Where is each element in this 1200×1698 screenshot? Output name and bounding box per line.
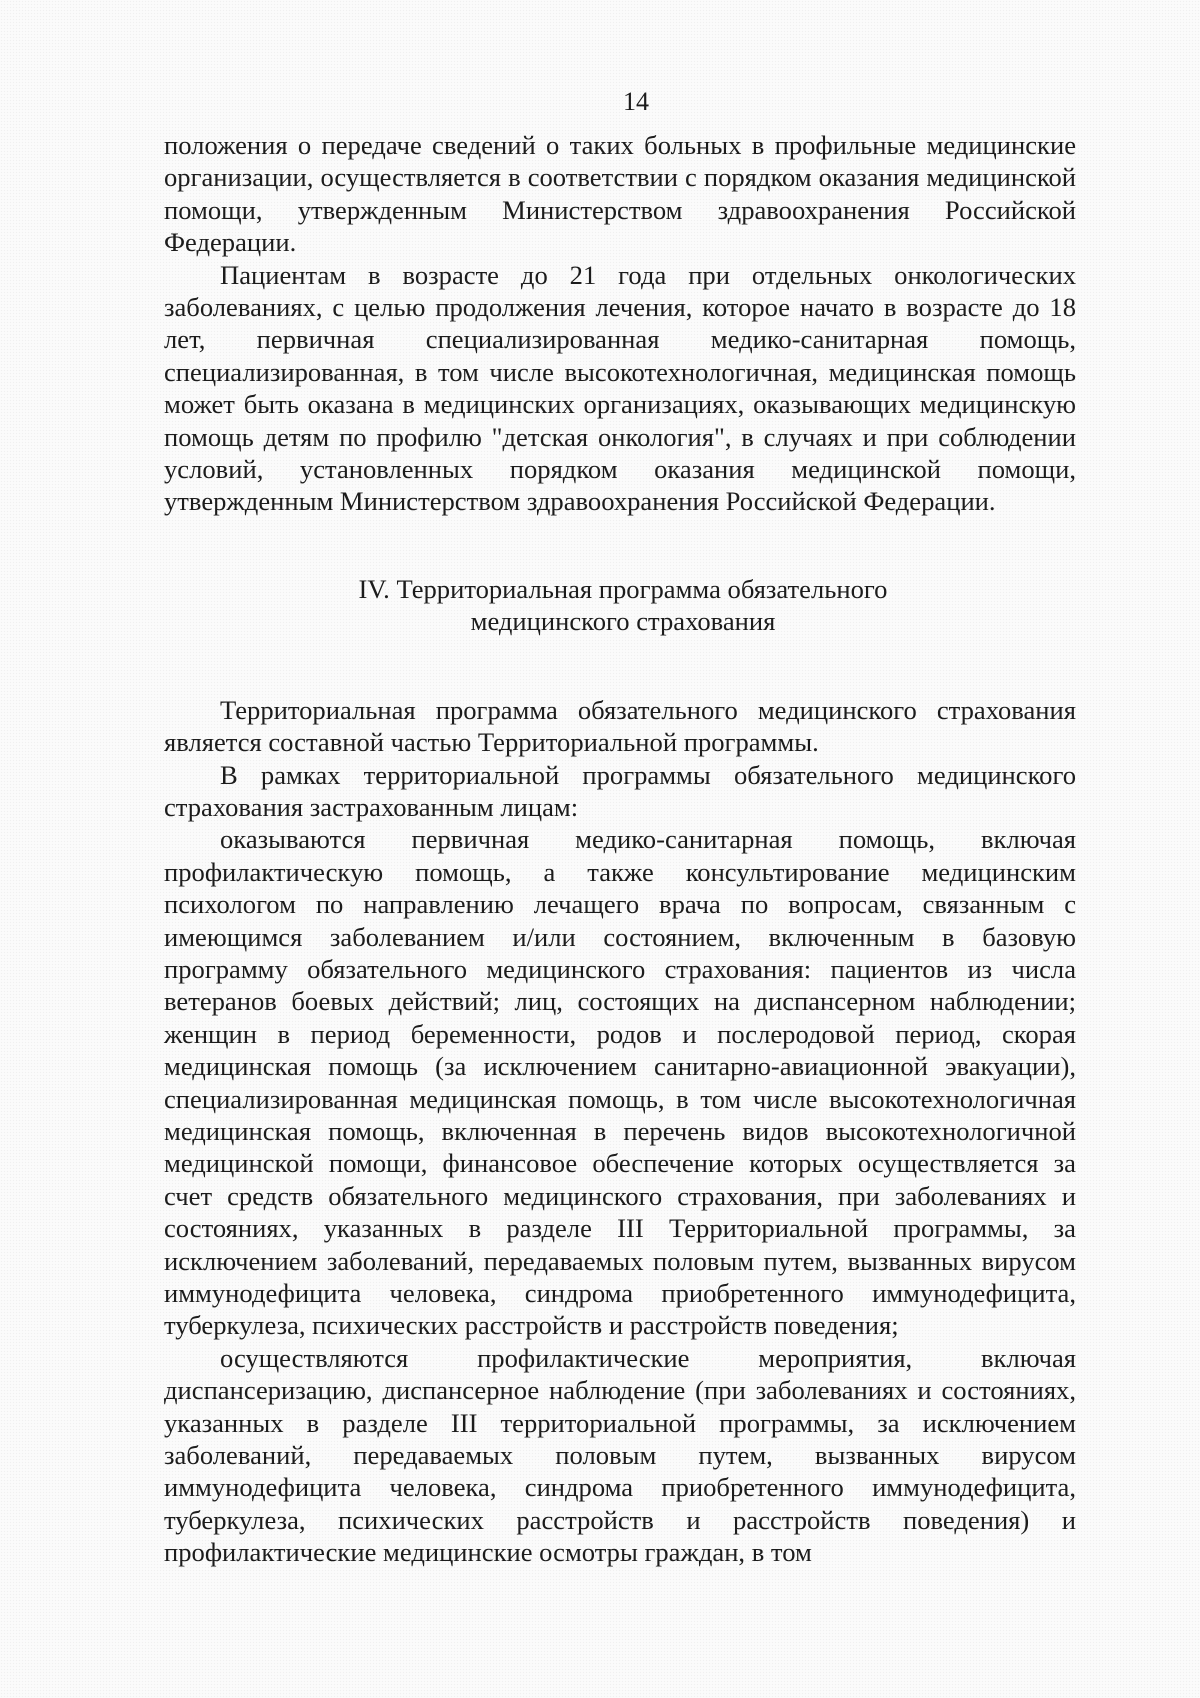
document-body [164,129,1076,1569]
section-heading [164,573,1076,638]
page-number: 14 [623,87,649,116]
paragraph-program-part: Территориальная программа обязательного медицинского страхования является составной частью Территориальной программы. [164,694,1076,758]
paragraph-care-provided: оказываются первичная медико-санитарная помощь, включая профилактическую помощь, а также консультирование медицинским психологом по направлению лечащего врача по вопросам, связанным с имеющимся заболеванием и/или состоянием, включенным в базовую программу обязательного медицинского страхования: пациентов из числа ветеранов боевых действий; лиц, состоящих на диспансерном наблюдении; женщин в период беременности, родов и послеродовой период, скорая медицинская помощь (за исключением санитарно-авиационной эвакуации), специализированная медицинская помощь, в том числе высокотехнологичная медицинская помощь, включенная в перечень видов высокотехнологичной медицинской помощи, финансовое обеспечение которых осуществляется за счет средств обязательного медицинского страхования, при заболеваниях и состояниях, указанных в разделе III Территориальной программы, за исключением заболеваний, передаваемых половым путем, вызванных вирусом иммунодефицита человека, синдрома приобретенного иммунодефицита, туберкулеза, психических расстройств и расстройств поведения; [164,824,1076,1341]
paragraph-continuation: положения о передаче сведений о таких больных в профильные медицинские организации, осуществляется в соответствии с порядком оказания медицинской помощи, утвержденным Министерством здравоохранения Российской Федерации. [164,130,1076,258]
paragraph-insured-intro: В рамках территориальной программы обязательного медицинского страхования застрахованным лицам: [164,759,1076,822]
paragraph-preventive-measures: осуществляются профилактические мероприятия, включая диспансеризацию, диспансерное наблюдение (при заболеваниях и состояниях, указанных в разделе III территориальной программы, за исключением заболеваний, передаваемых половым путем, вызванных вирусом иммунодефицита человека, синдрома приобретенного иммунодефицита, туберкулеза, психических расстройств и расстройств поведения) и профилактические медицинские осмотры граждан, в том [164,1342,1076,1568]
section-heading-line-1: IV. Территориальная программа обязательного [358,573,888,604]
paragraph-oncology-patients: Пациентам в возрасте до 21 года при отдельных онкологических заболеваниях, с целью продолжения лечения, которое начато в возрасте до 18 лет, первичная специализированная медико-санитарная помощь, специализированная, в том числе высокотехнологичная, медицинская помощь может быть оказана в медицинских организациях, оказывающих медицинскую помощь детям по профилю "детская онкология", в случаях и при соблюдении условий, установленных порядком оказания медицинской помощи, утвержденным Министерством здравоохранения Российской Федерации. [164,259,1076,517]
section-heading-line-2: медицинского страхования [470,606,776,637]
